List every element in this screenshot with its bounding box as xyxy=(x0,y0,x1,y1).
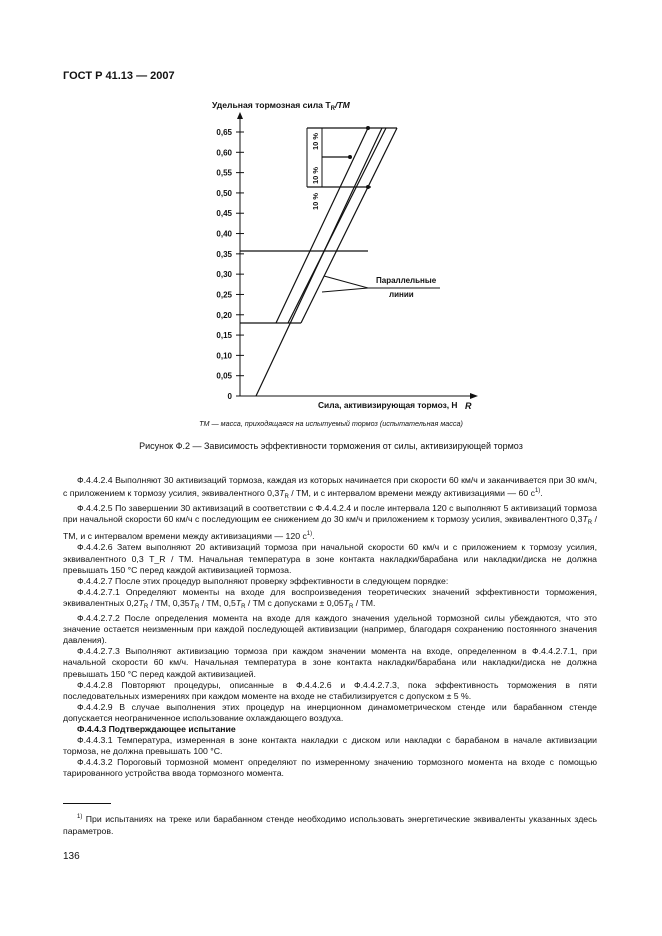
y-axis-arrow xyxy=(237,112,243,119)
y-tick-label: 0,35 xyxy=(216,249,232,259)
paragraph-f44227: Ф.4.4.2.7 После этих процедур выполняют проверку эффективности в следующем порядке: xyxy=(77,575,449,586)
y-axis-title: Удельная тормозная сила $T_R/TM$ xyxy=(212,100,350,112)
paragraph-f44228: Ф.4.4.2.8 Повторяют процедуры, описанные в Ф.4.4.2.6 и Ф.4.4.2.7.3, пока эффективность торможения в пяти последовательных измерениях при каждом моменте на входе не стабилизируется с допуском ± 5 %. xyxy=(63,679,597,701)
tolerance-point-2 xyxy=(348,155,352,159)
body-text xyxy=(63,475,597,779)
paragraph-f4431: Ф.4.4.3.1 Температура, измеренная в зоне контакта накладки с диском или накладки с барабаном в начале активизации тормоза, не должна превышать 100 °С. xyxy=(63,735,597,757)
x-axis-symbol: R xyxy=(465,401,472,411)
tolerance-label-mid: 10 % xyxy=(311,166,320,184)
y-tick-label: 0,40 xyxy=(216,229,232,239)
y-tick-label: 0,25 xyxy=(216,290,232,300)
braking-efficiency-figure xyxy=(0,0,662,440)
paragraph-f44226: Ф.4.4.2.6 Затем выполняют 20 активизаций тормоза при начальной скорости 60 км/ч и с приложением к тормозу усилия, эквивалентного 0,3 T_R / TM. Начальная температура в зоне контакта накладки/барабана или накладки/диска не должна превышать 150 °С перед каждой активизацией тормоза. xyxy=(63,542,597,575)
paragraph-f44224: Ф.4.4.2.4 Выполняют 30 активизаций тормоза, каждая из которых начинается при скорости 60 км/ч и заканчивается при 30 км/ч, с приложением к тормозу усилия, эквивалентного $0,3T_R$ / TM, и с интервалом времени между активизациями — 60 $с^{1)}$. xyxy=(63,475,597,501)
paragraph-f442272: Ф.4.4.2.7.2 После определения момента на входе для каждого значения удельной тормозной силы убеждаются, что это значение остается неизменным при каждой последующей активизации (например, благодаря сохранению постоянного значения давления). xyxy=(63,613,597,646)
y-tick-label: 0 xyxy=(227,392,232,401)
y-tick-label: 0,20 xyxy=(216,310,232,320)
y-tick-label: 0,30 xyxy=(216,270,232,280)
y-tick-label: 0,55 xyxy=(216,168,232,178)
section-heading-f443: Ф.4.4.3 Подтверждающее испытание xyxy=(77,723,236,734)
y-tick-label: 0,60 xyxy=(216,148,232,158)
paragraph-f4432: Ф.4.4.3.2 Пороговый тормозной момент определяют по измеренному значению тормозного момента на входе с помощью тарированного устройства ввода тормозного момента. xyxy=(63,757,597,779)
footnote: $^{1)}$ При испытаниях на треке или барабанном стенде необходимо использовать энергетические эквиваленты указанных здесь параметров. xyxy=(63,814,597,836)
annotation-label-2: линии xyxy=(389,290,414,299)
annotation-leader-1 xyxy=(324,276,368,288)
document-code: ГОСТ Р 41.13 — 2007 xyxy=(63,70,175,82)
figure-caption: Рисунок Ф.2 — Зависимость эффективности торможения от силы, активизирующей тормоз xyxy=(139,441,523,451)
y-tick-label: 0,65 xyxy=(216,128,232,137)
paragraph-f44225: Ф.4.4.2.5 По завершении 30 активизаций в соответствии с Ф.4.4.2.4 и после интервала 120 с выполняют 5 активизаций тормоза при начальной скорости 60 км/ч с последующим ее снижением до 30 км/ч и приложением к тормозу усилия, эквивалентного $0,3T_R$ / TM, и с интервалом времени между активизациями — 120 $с^{1)}$. xyxy=(63,503,597,542)
y-tick-label: 0,45 xyxy=(216,209,232,219)
page-number: 136 xyxy=(63,851,80,862)
x-axis-title: Сила, активизирующая тормоз, Н xyxy=(318,400,458,410)
x-axis-arrow xyxy=(470,393,478,399)
tolerance-point-1 xyxy=(366,126,370,130)
paragraph-f44229: Ф.4.4.2.9 В случае выполнения этих процедур на инерционном динамометрическом стенде или барабанном стенде допускается неограниченное использование охлаждающего воздуха. xyxy=(63,701,597,723)
y-tick-label: 0,05 xyxy=(216,371,232,381)
tolerance-point-3 xyxy=(366,185,370,189)
y-tick-label: 0,15 xyxy=(216,331,232,341)
paragraph-f442273: Ф.4.4.2.7.3 Выполняют активизацию тормоза при каждом значении момента на входе, определенном в Ф.4.4.2.7.1, при начальной скорости 60 км/ч. Начальная температура в зоне контакта накладки/барабана или накладки/диска не должна превышать 150 °С перед каждой активизацией. xyxy=(63,646,597,679)
tolerance-label-top: 10 % xyxy=(311,132,320,150)
annotation-label-1: Параллельные xyxy=(376,276,437,285)
y-tick-label: 0,10 xyxy=(216,351,232,361)
tolerance-label-bottom: 10 % xyxy=(311,192,320,210)
figure-note: TM — масса, приходящаяся на испытуемый тормоз (испытательная масса) xyxy=(199,419,463,428)
annotation-leader-2 xyxy=(322,288,368,292)
paragraph-f442271: Ф.4.4.2.7.1 Определяют моменты на входе для воспроизведения теоретических значений эффективности торможения, эквивалентных $0,2T_R$ / TM, $0,35T_R$ / TM, $0,5T_R$ / TM с допусками ± $0,05T_R$ / TM. xyxy=(63,586,597,610)
footnote-divider xyxy=(63,803,111,804)
y-tick-label: 0,50 xyxy=(216,188,232,198)
